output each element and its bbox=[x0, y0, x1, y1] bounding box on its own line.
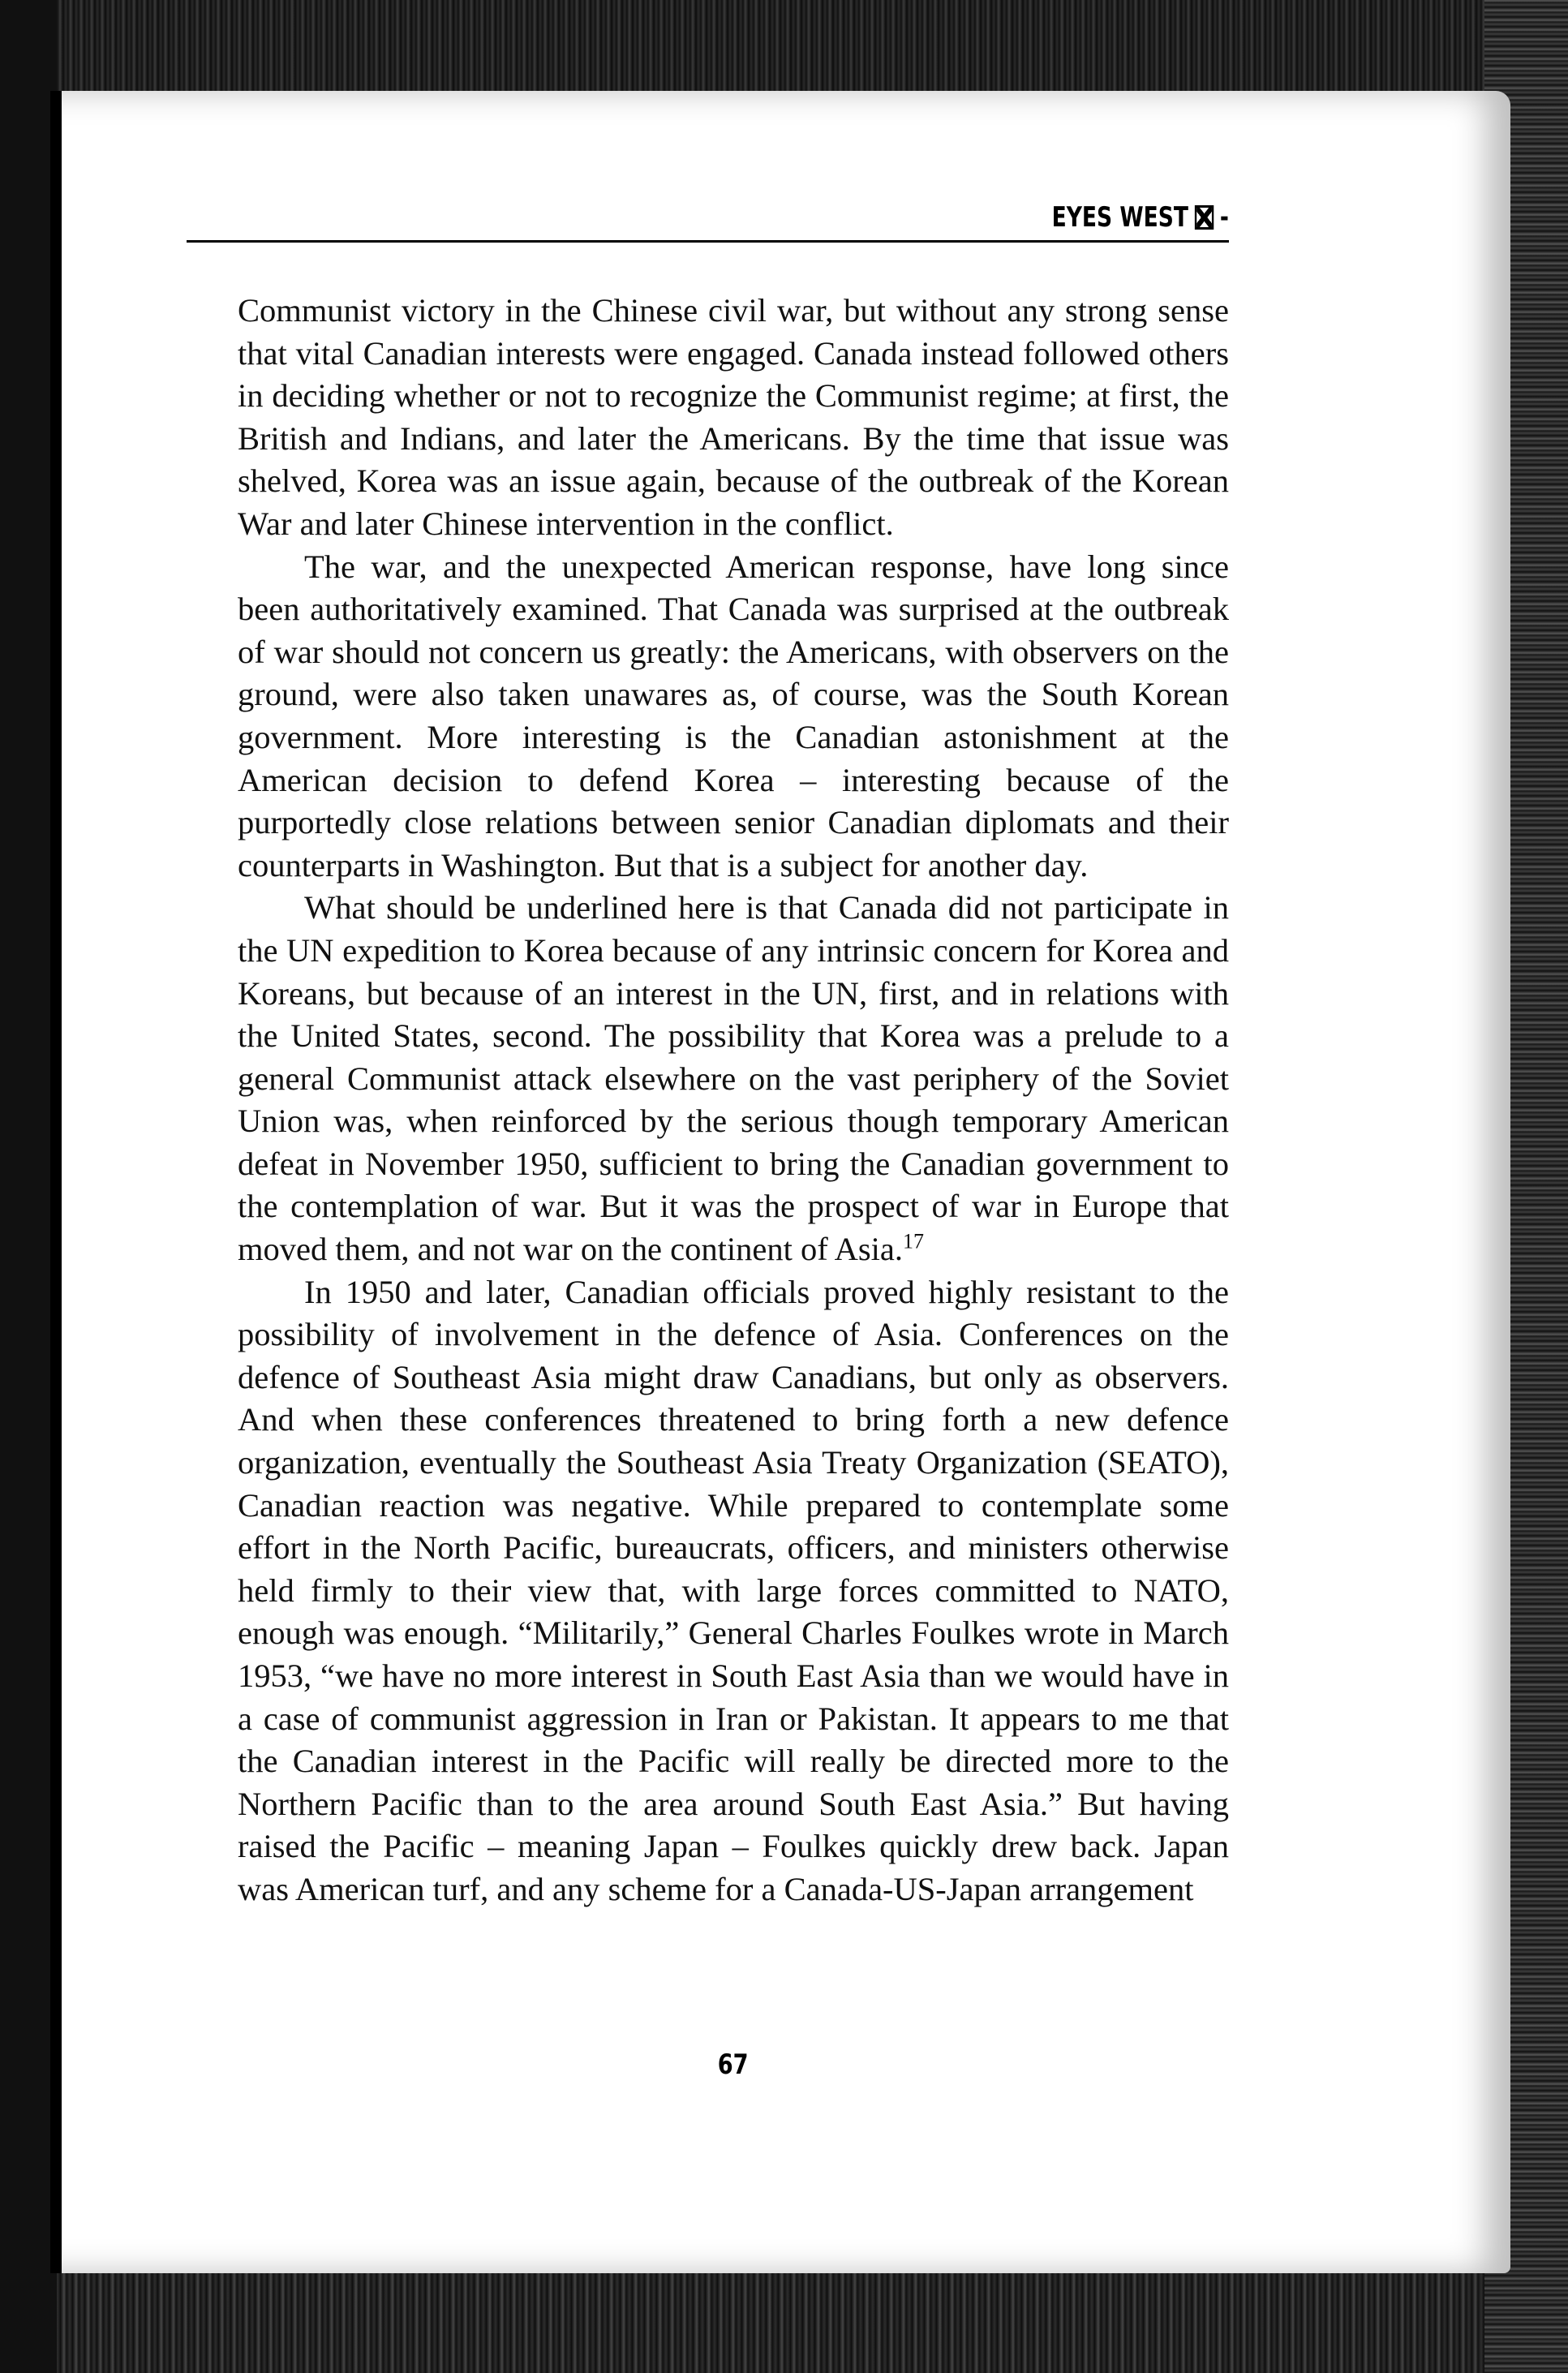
scan-border-left bbox=[0, 0, 57, 2373]
scan-border-bottom bbox=[0, 2263, 1568, 2373]
chapter-emblem-icon bbox=[1195, 205, 1214, 230]
footnote-marker: 17 bbox=[902, 1229, 924, 1253]
running-head-text bbox=[1052, 201, 1229, 234]
paragraph: The war, and the unexpected American response, have long since been authoritatively examined. That Canada was surprised at the outbreak of war should not concern us greatly: the Americans, with observers on the ground, were also taken unawares as, of course, was the South Korean government. More interesting is the Canadian astonishment at the American decision to defend Korea – interesting because of the purportedly close relations between senior Canadian diplomats and their counterparts in Washington. But that is a subject for another day. bbox=[238, 548, 1229, 883]
page-spine-edge bbox=[50, 91, 62, 2273]
paragraph: In 1950 and later, Canadian officials proved highly resistant to the possibility of involvement in the defence of Asia. Conferences on the defence of Southeast Asia might draw Canadians, but only as observers. And when these conferences threatened to bring forth a new defence organization, eventually the Southeast Asia Treaty Organization (SEATO), Canadian reaction was negative. While prepared to contemplate some effort in the North Pacific, bureaucrats, officers, and ministers otherwise held firmly to their view that, with large forces committed to NATO, enough was enough. “Militarily,” General Charles Foulkes wrote in March 1953, “we have no more interest in South East Asia than we would have in a case of communist aggression in Iran or Pakistan. It appears to me that the Canadian interest in the Pacific will really be directed more to the Northern Pacific than to the area around South East Asia.” But having raised the Pacific – meaning Japan – Foulkes quickly drew back. Japan was American turf, and any scheme for a Canada-US-Japan arrangement bbox=[238, 1273, 1229, 1907]
running-head-title: EYES WEST bbox=[1051, 201, 1188, 234]
paragraph bbox=[238, 887, 1229, 1270]
scan-border-top bbox=[0, 0, 1568, 97]
running-header bbox=[187, 195, 1229, 243]
paragraph: Communist victory in the Chinese civil war, but without any strong sense that vital Canadian interests were engaged. Canada instead followed others in deciding whether or not to recognize the Communist regime; at first, the British and Indians, and later the Americans. By the time that issue was shelved, Korea was an issue again, because of the outbreak of the Korean War and later Chinese intervention in the conflict. bbox=[238, 292, 1229, 542]
body-text bbox=[238, 290, 1229, 1911]
paragraph-text: What should be underlined here is that Canada did not participate in the UN expedition to Korea because of any intrinsic concern for Korea and Koreans, but because of an interest in the UN, first, and in relations with the United States, second. The possibility that Korea was a prelude to a general Communist attack elsewhere on the vast periphery of the Soviet Union was, when reinforced by the serious though temporary American defeat in November 1950, sufficient to bring the Canadian government to the contemplation of war. But it was the prospect of war in Europe that moved them, and not war on the continent of Asia. bbox=[238, 889, 1229, 1268]
running-head-dash: - bbox=[1219, 201, 1229, 234]
page-number: 67 bbox=[717, 2048, 749, 2081]
